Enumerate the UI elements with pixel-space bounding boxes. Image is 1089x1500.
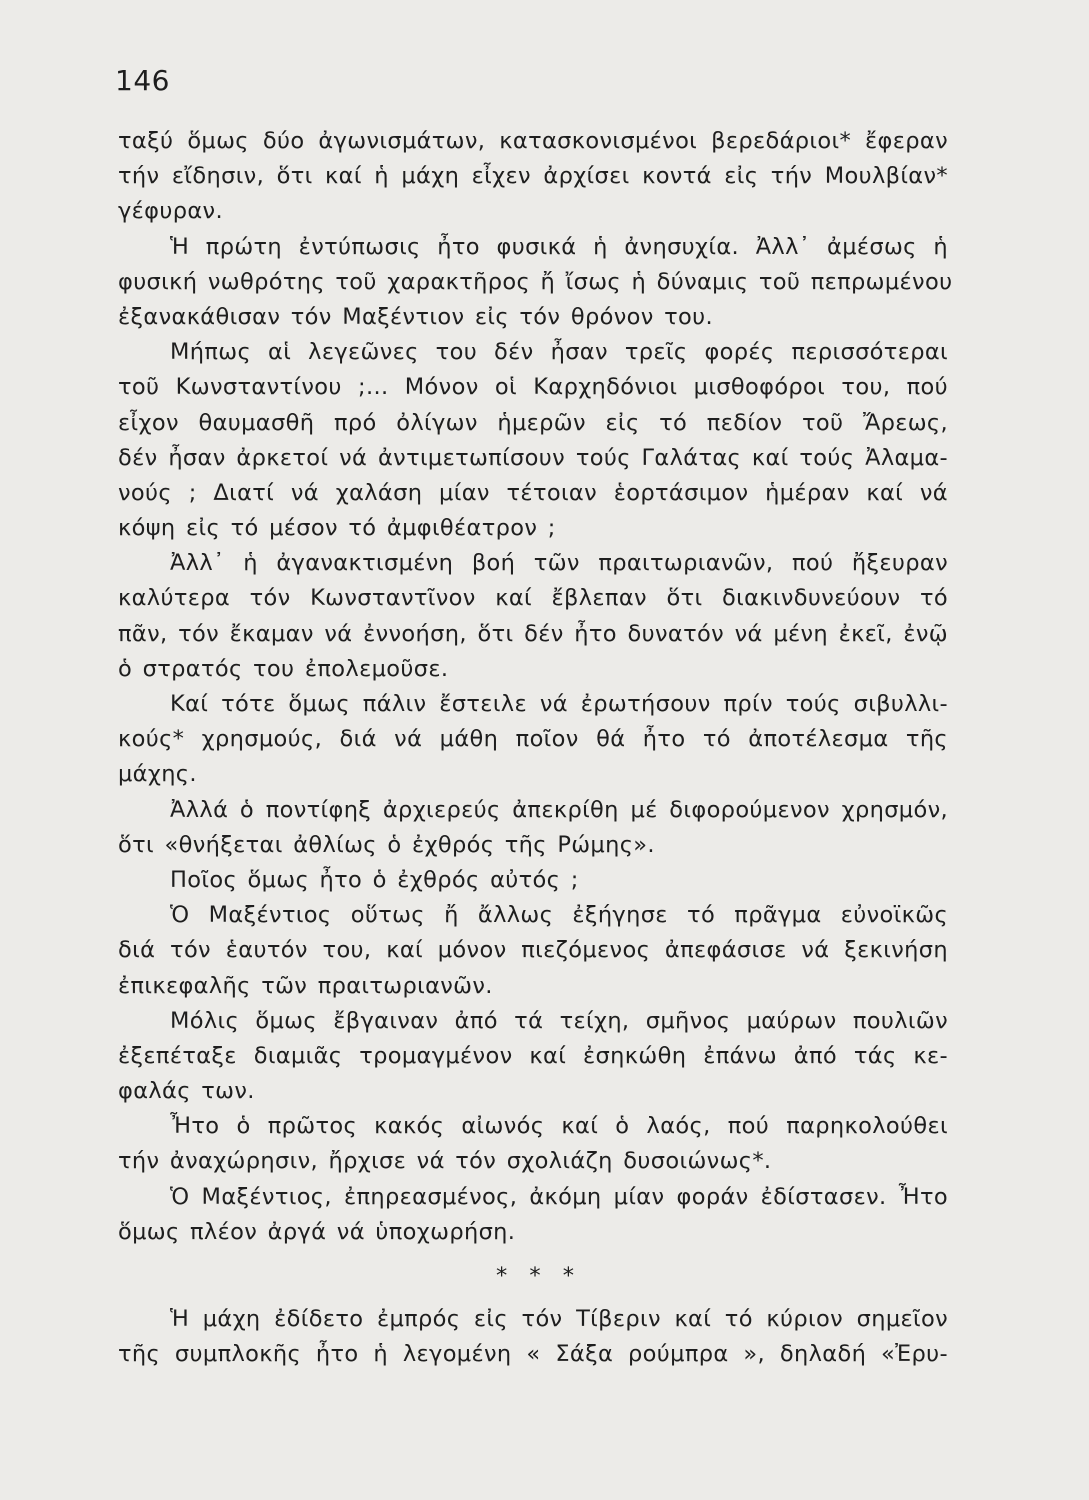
text-line: τοῦ Κωνσταντίνου ;... Μόνον οἱ Καρχηδόνιοι μισθοφόροι του, πού (118, 374, 948, 401)
text-line: Ὁ Μαξέντιος, ἐπηρεασμένος, ἀκόμη μίαν φοράν ἐδίστασεν. Ἦτο (170, 1183, 948, 1210)
text-line: δέν ἦσαν ἀρκετοί νά ἀντιμετωπίσουν τούς Γαλάτας καί τούς Ἀλαμα- (118, 444, 948, 471)
body-text (118, 124, 953, 1372)
text-line: ὅμως πλέον ἀργά νά ὑποχωρήση. (118, 1218, 516, 1245)
text-line: τῆς συμπλοκῆς ἦτο ἡ λεγομένη « Σάξα ρούμπρα », δηλαδή «Ἐρυ- (118, 1341, 948, 1368)
text-line: Ὁ Μαξέντιος οὕτως ἤ ἄλλως ἐξήγησε τό πρᾶγμα εὐνοϊκῶς (170, 902, 948, 929)
text-line: Ἡ μάχη ἐδίδετο ἐμπρός εἰς τόν Τίβεριν καί τό κύριον σημεῖον (170, 1306, 948, 1332)
text-line: φαλάς των. (118, 1078, 255, 1105)
text-line: ὅτι «θνήξεται ἀθλίως ὁ ἐχθρός τῆς Ρώμης». (118, 831, 655, 858)
text-line: Μόλις ὅμως ἔβγαιναν ἀπό τά τείχη, σμῆνος μαύρων πουλιῶν (170, 1007, 948, 1034)
text-line: Ἀλλά ὁ ποντίφηξ ἀρχιερεύς ἀπεκρίθη μέ διφορούμενον χρησμόν, (170, 796, 948, 823)
text-line: κόψη εἰς τό μέσον τό ἀμφιθέατρον ; (118, 515, 556, 542)
text-line: ἐξεπέταξε διαμιᾶς τρομαγμένον καί ἐσηκώθη ἐπάνω ἀπό τάς κε- (118, 1042, 948, 1069)
text-line: νούς ; Διατί νά χαλάση μίαν τέτοιαν ἑορτάσιμον ἡμέραν καί νά (118, 479, 948, 506)
text-line: γέφυραν. (118, 198, 223, 225)
section-separator: * * * (495, 1263, 581, 1289)
text-line: Ἦτο ὁ πρῶτος κακός αἰωνός καί ὁ λαός, πού παρηκολούθει (170, 1113, 948, 1140)
text-line: τήν ἀναχώρησιν, ἤρχισε νά τόν σχολιάζη δυσοιώνως*. (118, 1148, 772, 1175)
text-line: καλύτερα τόν Κωνσταντῖνον καί ἔβλεπαν ὅτι διακινδυνεύουν τό (118, 585, 948, 612)
text-line: Καί τότε ὅμως πάλιν ἔστειλε νά ἐρωτήσουν πρίν τούς σιβυλλι- (170, 691, 948, 717)
text-line: κούς* χρησμούς, διά νά μάθη ποῖον θά ἦτο τό ἀποτέλεσμα τῆς (118, 726, 948, 753)
text-line: ὁ στρατός του ἐπολεμοῦσε. (118, 655, 449, 682)
text-line: εἶχον θαυμασθῆ πρό ὀλίγων ἡμερῶν εἰς τό πεδίον τοῦ Ἄρεως, (118, 409, 948, 436)
text-line: φυσική νωθρότης τοῦ χαρακτῆρος ἤ ἴσως ἡ δύναμις τοῦ πεπρωμένου (118, 268, 953, 295)
text-line: Ἀλλ᾽ ἡ ἀγανακτισμένη βοή τῶν πραιτωριανῶν, πού ἤξευραν (170, 550, 948, 577)
text-line: πᾶν, τόν ἔκαμαν νά ἐννοήση, ὅτι δέν ἦτο δυνατόν νά μένη ἐκεῖ, ἐνῷ (118, 620, 948, 647)
text-line: μάχης. (118, 761, 197, 788)
text-line: ταξύ ὅμως δύο ἀγωνισμάτων, κατασκονισμένοι βερεδάριοι* ἔφεραν (118, 128, 948, 154)
text-line: Ἡ πρώτη ἐντύπωσις ἦτο φυσικά ἡ ἀνησυχία. Ἀλλ᾽ ἀμέσως ἡ (170, 233, 948, 260)
text-line: τήν εἴδησιν, ὅτι καί ἡ μάχη εἶχεν ἀρχίσει κοντά εἰς τήν Μουλβίαν* (118, 163, 948, 190)
text-line: Μήπως αἱ λεγεῶνες του δέν ἦσαν τρεῖς φορές περισσότεραι (170, 339, 948, 366)
text-line: Ποῖος ὅμως ἦτο ὁ ἐχθρός αὐτός ; (170, 866, 579, 893)
text-line: ἐξανακάθισαν τόν Μαξέντιον εἰς τόν θρόνον του. (118, 303, 714, 330)
text-line: ἐπικεφαλῆς τῶν πραιτωριανῶν. (118, 972, 493, 999)
text-line: διά τόν ἑαυτόν του, καί μόνον πιεζόμενος ἀπεφάσισε νά ξεκινήση (118, 937, 948, 964)
page-number: 146 (115, 64, 170, 97)
